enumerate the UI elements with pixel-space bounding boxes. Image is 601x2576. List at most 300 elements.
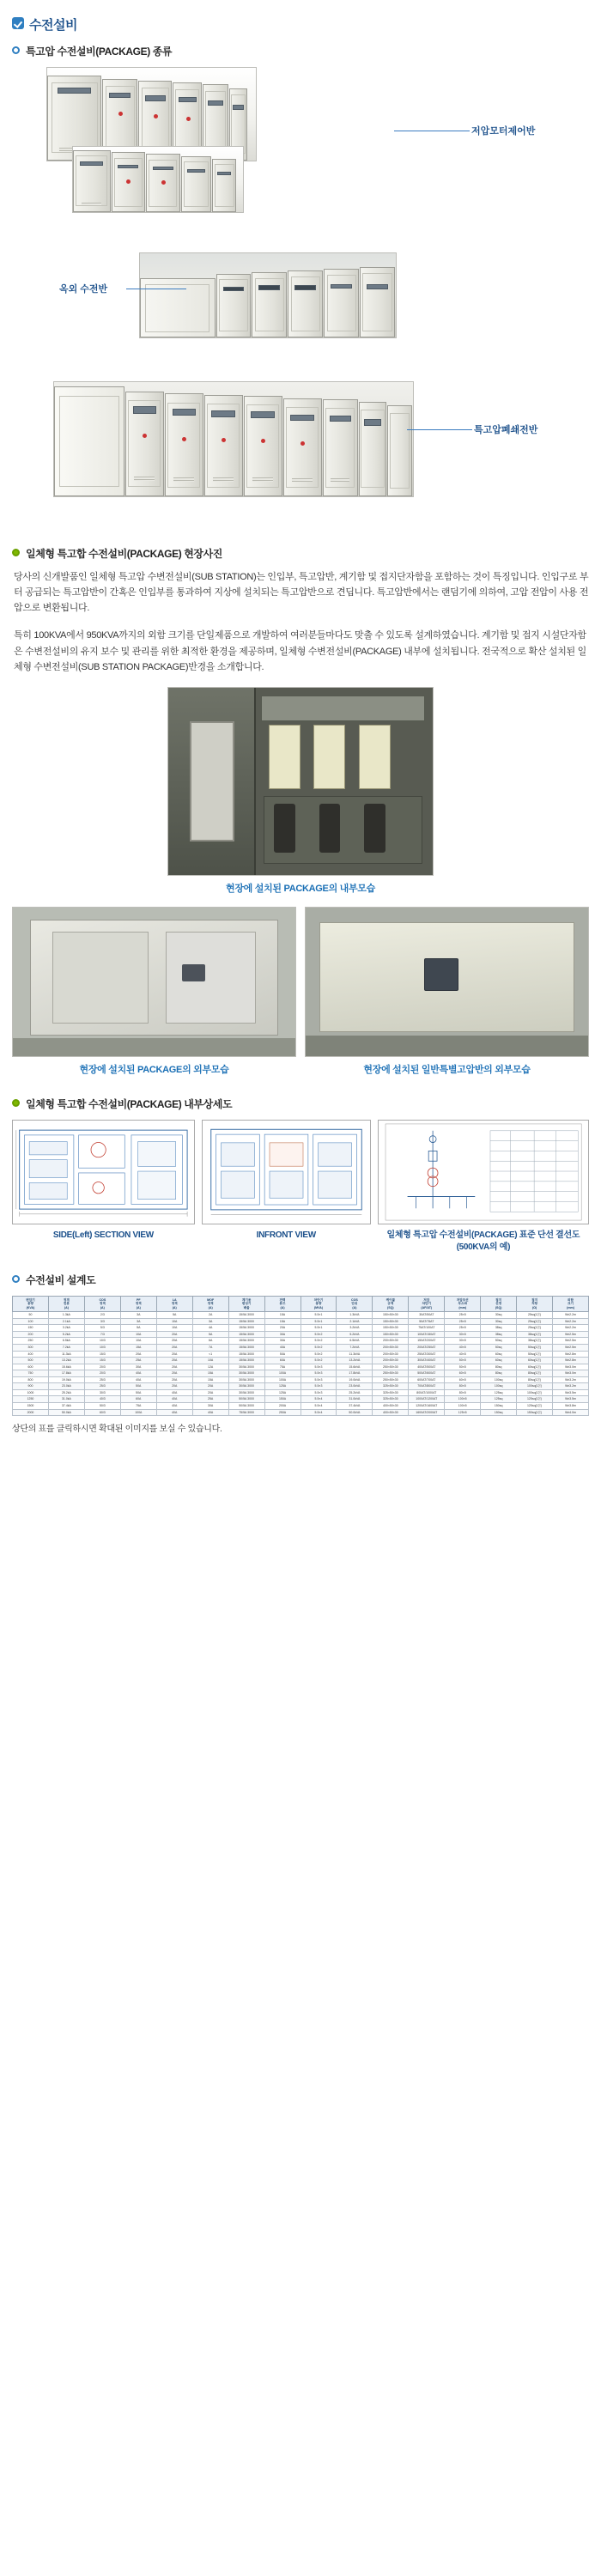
table-cell: 60sq(1본) xyxy=(517,1364,553,1370)
table-cell: Wx3.5m xyxy=(553,1396,589,1403)
table-cell: 1000 xyxy=(13,1389,49,1396)
table-cell: 40×5 xyxy=(445,1351,481,1358)
spec-table-header-row xyxy=(13,1296,589,1311)
table-cell: 50/3 xyxy=(84,1402,120,1409)
table-cell: 2/3 xyxy=(84,1312,120,1319)
table-cell: 13.2kVA xyxy=(337,1358,373,1364)
callout-low-voltage-motor-panel xyxy=(471,124,535,137)
table-cell: 125sq(1본) xyxy=(517,1402,553,1409)
table-cell: 60/3 xyxy=(84,1409,120,1416)
table-cell: 10A xyxy=(120,1331,156,1338)
table-cell: 5.5×3 xyxy=(300,1364,337,1370)
photo-hv-general-exterior xyxy=(305,907,589,1057)
table-cell: 40A xyxy=(156,1396,192,1403)
table-cell: Wx3.2m xyxy=(553,1383,589,1390)
page-title-text: 수전설비 xyxy=(29,18,77,33)
table-cell: 30/5A 3000 xyxy=(228,1389,264,1396)
table-cell: 6.5kVA xyxy=(337,1338,373,1345)
table-cell: 15A xyxy=(192,1370,228,1377)
table-cell: 30/3 xyxy=(84,1389,120,1396)
table-cell: 25.2kVA xyxy=(337,1389,373,1396)
table-cell: 10A xyxy=(120,1338,156,1345)
caption-single-line: 일체형 특고압 수전설비(PACKAGE) 표준 단선 결선도(500KVA의 예) xyxy=(386,1230,580,1252)
table-cell: 38sq xyxy=(481,1325,517,1332)
table-cell: 38sq(1본) xyxy=(517,1338,553,1345)
table-cell: 325×50×30 xyxy=(373,1389,409,1396)
table-cell: 3.2kVA xyxy=(337,1325,373,1332)
table-cell: 60sq(1본) xyxy=(517,1358,553,1364)
table-cell: 20A xyxy=(156,1383,192,1390)
table-cell: 15/5A 3000 xyxy=(228,1325,264,1332)
table-cell: 200×50×30 xyxy=(373,1345,409,1352)
table-cell: 100A xyxy=(264,1376,300,1383)
table-cell: 50sq xyxy=(481,1345,517,1352)
table-cell: 15/5A 3000 xyxy=(228,1345,264,1352)
table-row[interactable] xyxy=(13,1376,589,1383)
table-cell: 1200AT/1600AT xyxy=(409,1402,445,1409)
section1-heading-text: 특고압 수전설비(PACKAGE) 종류 xyxy=(26,46,173,58)
table-cell: 5.5×2 xyxy=(300,1345,337,1352)
caption-infront: INFRONT VIEW xyxy=(256,1230,316,1240)
table-cell: Wx3.5m xyxy=(553,1389,589,1396)
table-cell: 150AT/200AT xyxy=(409,1338,445,1345)
table-row[interactable] xyxy=(13,1345,589,1352)
table-cell: 125sq xyxy=(481,1396,517,1403)
table-cell: 15/3 xyxy=(84,1351,120,1358)
table-cell: 200×50×30 xyxy=(373,1351,409,1358)
table-cell: 20A xyxy=(192,1389,228,1396)
table-cell: 30A xyxy=(192,1402,228,1409)
spec-column-header-14: 접지 저항 (Ω) xyxy=(517,1296,553,1311)
table-cell: 25sq(1본) xyxy=(517,1325,553,1332)
table-cell: 800AT/1000AT xyxy=(409,1389,445,1396)
table-cell: 25A xyxy=(192,1396,228,1403)
table-cell: 25A xyxy=(120,1358,156,1364)
table-cell: 3.2kA xyxy=(48,1325,84,1332)
table-cell: 50.0kVA xyxy=(337,1409,373,1416)
table-cell: 900 xyxy=(13,1383,49,1390)
table-row[interactable] xyxy=(13,1318,589,1325)
table-cell: 500 xyxy=(13,1358,49,1364)
table-cell: 2000 xyxy=(13,1409,49,1416)
table-cell: 5.5×2 xyxy=(300,1331,337,1338)
table-cell: 60×5 xyxy=(445,1370,481,1377)
circle-icon xyxy=(12,1099,20,1107)
spec-column-header-6: 계기용 변성기 배율 xyxy=(228,1296,264,1311)
table-cell: 200×50×30 xyxy=(373,1358,409,1364)
table-cell: 20A xyxy=(156,1345,192,1352)
section2-heading-text: 일체형 특고합 수전설비(PACKAGE) 현장사진 xyxy=(26,548,222,560)
table-cell: 6.5kA xyxy=(48,1338,84,1345)
table-cell: 150×50×30 xyxy=(373,1325,409,1332)
table-cell: 60A xyxy=(120,1396,156,1403)
spec-column-header-1: 정격 전류 (A) xyxy=(48,1296,84,1311)
table-cell: 20A xyxy=(156,1358,192,1364)
table-cell: 40A xyxy=(192,1409,228,1416)
table-cell: 500AT/600AT xyxy=(409,1370,445,1377)
table-row[interactable] xyxy=(13,1383,589,1390)
table-cell: 80×5 xyxy=(445,1383,481,1390)
table-cell: 250AT/300AT xyxy=(409,1351,445,1358)
spec-column-header-7: 전력 퓨즈 (A) xyxy=(264,1296,300,1311)
table-cell: 1250 xyxy=(13,1396,49,1403)
table-cell: 50/5A 3000 xyxy=(228,1396,264,1403)
table-cell: 17.8kVA xyxy=(337,1370,373,1377)
table-cell: 5.5×2 xyxy=(300,1358,337,1364)
table-cell: 2A xyxy=(192,1312,228,1319)
section2-paragraph-1: 당사의 신개발품인 일체형 특고압 수변전설비(SUB STATION)는 인입부, 특고압반, 계기함 및 접지단자함을 포함하는 것이 특징입니다. 인입구로 부터 공급되는 특고압반이 간혹은 인입부를 통과하여 지상에 설치되는 특고압반으로 견딥니다. 특고압반에서는 랜덤기에 의하여, 고압 전압이 사용 전압으로 변환됩니다. xyxy=(14,572,589,614)
table-cell: 30×5 xyxy=(445,1331,481,1338)
table-cell: 250×50×30 xyxy=(373,1364,409,1370)
table-cell: 2.1kA xyxy=(48,1318,84,1325)
table-cell: 250×50×30 xyxy=(373,1376,409,1383)
spec-column-header-10: 케이블 규격 (SQ) xyxy=(373,1296,409,1311)
table-cell: 200 xyxy=(13,1331,49,1338)
table-cell: 15A xyxy=(120,1345,156,1352)
spec-column-header-9: COS 단위 (A) xyxy=(337,1296,373,1311)
section4-heading xyxy=(12,1273,589,1287)
table-cell: 60A xyxy=(264,1358,300,1364)
table-cell: 20A xyxy=(156,1376,192,1383)
table-cell: 200AT/250AT xyxy=(409,1345,445,1352)
table-cell: 1600AT/2000AT xyxy=(409,1409,445,1416)
table-cell: 10/3 xyxy=(84,1338,120,1345)
table-cell: 250×50×30 xyxy=(373,1370,409,1377)
table-cell: 75A xyxy=(264,1364,300,1370)
table-cell: 50AT/75AT xyxy=(409,1318,445,1325)
table-cell: 50×5 xyxy=(445,1364,481,1370)
table-cell: 400AT/500AT xyxy=(409,1364,445,1370)
table-cell: 100A xyxy=(264,1370,300,1377)
table-cell: 25sq(1본) xyxy=(517,1312,553,1319)
callout-line xyxy=(407,429,472,430)
spec-column-header-4: LA 정격 (A) xyxy=(156,1296,192,1311)
table-cell: 2.1kVA xyxy=(337,1318,373,1325)
table-row[interactable] xyxy=(13,1358,589,1364)
table-cell: 30A xyxy=(264,1331,300,1338)
diagram-row xyxy=(12,1120,589,1254)
table-cell: 100AT/150AT xyxy=(409,1331,445,1338)
table-cell: Wx2.5m xyxy=(553,1345,589,1352)
callout-outdoor-receiving-panel-label: 옥외 수전반 xyxy=(59,284,108,295)
table-cell: 250A xyxy=(264,1409,300,1416)
table-cell: 150×50×30 xyxy=(373,1312,409,1319)
page-title xyxy=(12,15,589,33)
table-cell: 300AT/400AT xyxy=(409,1358,445,1364)
table-row[interactable] xyxy=(13,1402,589,1409)
table-cell: 150sq(1본) xyxy=(517,1409,553,1416)
caption-side-section: SIDE(Left) SECTION VIEW xyxy=(52,1230,154,1240)
table-cell: 50sq xyxy=(481,1338,517,1345)
table-cell: 31.0kVA xyxy=(337,1396,373,1403)
table-cell: 50sq(1본) xyxy=(517,1345,553,1352)
table-cell: 5.5×1 xyxy=(300,1318,337,1325)
table-cell: 11.3kA xyxy=(48,1351,84,1358)
table-note: 상단의 표를 클릭하시면 확대된 이미지를 보실 수 있습니다. xyxy=(12,1425,222,1435)
table-cell: 50sq(1본) xyxy=(517,1351,553,1358)
photo-hv-enclosed-switchgear xyxy=(53,381,414,497)
table-cell: 5.5×4 xyxy=(300,1409,337,1416)
table-cell: 80×5 xyxy=(445,1389,481,1396)
table-cell: 30A xyxy=(120,1364,156,1370)
figure-outdoor-receiving-panel xyxy=(12,234,589,371)
table-cell: 20A xyxy=(156,1364,192,1370)
photo-package-interior xyxy=(167,687,434,876)
table-cell: 10A xyxy=(156,1325,192,1332)
table-cell: 5.5×2 xyxy=(300,1351,337,1358)
table-cell: 30A xyxy=(264,1338,300,1345)
table-cell: 400×50×30 xyxy=(373,1409,409,1416)
side-section-svg xyxy=(13,1121,194,1224)
table-cell: 15/5A 3000 xyxy=(228,1318,264,1325)
table-row[interactable] xyxy=(13,1409,589,1416)
table-cell: 30/5A 3000 xyxy=(228,1370,264,1377)
table-cell: Wx3.0m xyxy=(553,1364,589,1370)
table-cell: Wx2.8m xyxy=(553,1358,589,1364)
table-cell: 100sq(1본) xyxy=(517,1383,553,1390)
table-cell: 150×50×30 xyxy=(373,1331,409,1338)
table-cell: 20/3 xyxy=(84,1370,120,1377)
table-cell: 37.4kVA xyxy=(337,1402,373,1409)
table-cell: 19.0kVA xyxy=(337,1376,373,1383)
table-cell: 400 xyxy=(13,1351,49,1358)
table-cell: 5A xyxy=(192,1331,228,1338)
table-row[interactable] xyxy=(13,1389,589,1396)
table-cell: Wx2.5m xyxy=(553,1338,589,1345)
spec-column-header-13: 접지 선경 (SQ) xyxy=(481,1296,517,1311)
table-cell: 30×5 xyxy=(445,1338,481,1345)
table-cell: 15.6kA xyxy=(48,1364,84,1370)
table-cell: 30sq xyxy=(481,1312,517,1319)
spec-column-header-0: 변압기 용량 (KVA) xyxy=(13,1296,49,1311)
callout-low-voltage-motor-panel-label: 저압모터제어반 xyxy=(471,126,536,137)
table-cell: 25sq(1본) xyxy=(517,1318,553,1325)
table-cell: 5A xyxy=(156,1312,192,1319)
table-cell: 38sq(1본) xyxy=(517,1331,553,1338)
table-cell: 200×50×30 xyxy=(373,1338,409,1345)
table-row[interactable] xyxy=(13,1312,589,1319)
table-cell: Wx2.8m xyxy=(553,1351,589,1358)
table-row[interactable] xyxy=(13,1325,589,1332)
section3-heading xyxy=(12,1097,589,1111)
caption-hv-general-exterior: 현장에 설치된 일반특별고압반의 외부모습 xyxy=(363,1064,531,1075)
table-cell: 40A xyxy=(264,1345,300,1352)
table-cell: 5.2kA xyxy=(48,1331,84,1338)
table-cell: <1 xyxy=(192,1351,228,1358)
callout-hv-enclosed-switchgear xyxy=(474,422,537,436)
table-cell: 15/5A 3000 xyxy=(228,1312,264,1319)
table-cell: 15A xyxy=(264,1318,300,1325)
table-cell: 30sq xyxy=(481,1318,517,1325)
table-cell: 40A xyxy=(156,1402,192,1409)
table-cell: 80sq(1본) xyxy=(517,1370,553,1377)
table-cell: 5.5×3 xyxy=(300,1376,337,1383)
table-cell: 20A xyxy=(120,1351,156,1358)
figure-package-interior xyxy=(12,687,589,895)
photo-low-voltage-panel-angle xyxy=(72,146,244,213)
section3-heading-text: 일체형 특고합 수전설비(PACKAGE) 내부상세도 xyxy=(26,1097,233,1110)
table-cell: 40A xyxy=(120,1370,156,1377)
table-cell: 11.3kVA xyxy=(337,1351,373,1358)
table-cell: 40A xyxy=(120,1376,156,1383)
table-cell: 20A xyxy=(264,1325,300,1332)
table-cell: 100A xyxy=(120,1409,156,1416)
table-cell: 400×50×30 xyxy=(373,1402,409,1409)
table-cell: 800 xyxy=(13,1376,49,1383)
circle-icon xyxy=(12,549,20,556)
table-cell: 125A xyxy=(264,1383,300,1390)
table-cell: 25.2kA xyxy=(48,1389,84,1396)
table-cell: 40A xyxy=(156,1409,192,1416)
diagram-infront xyxy=(202,1120,371,1224)
spec-column-header-3: PF 정격 (A) xyxy=(120,1296,156,1311)
table-cell: 10A xyxy=(156,1318,192,1325)
table-cell: 75AT/100AT xyxy=(409,1325,445,1332)
table-cell: 1500 xyxy=(13,1402,49,1409)
table-cell: 7A xyxy=(192,1345,228,1352)
circle-icon xyxy=(12,46,20,54)
spec-table-body xyxy=(13,1312,589,1416)
spec-table[interactable] xyxy=(12,1296,589,1416)
table-cell: 80sq xyxy=(481,1364,517,1370)
spec-column-header-11: 저압 차단기 (AF/AT) xyxy=(409,1296,445,1311)
table-cell: 60sq xyxy=(481,1358,517,1364)
table-cell: 37.4kA xyxy=(48,1402,84,1409)
table-cell: 23.0kVA xyxy=(337,1383,373,1390)
table-cell: 5.5×3 xyxy=(300,1383,337,1390)
infront-svg xyxy=(203,1121,370,1224)
table-cell: 1.3kVA xyxy=(337,1312,373,1319)
table-cell: 6A xyxy=(192,1338,228,1345)
caption-package-interior: 현장에 설치된 PACKAGE의 내부모습 xyxy=(226,883,375,894)
table-cell: 5.5×4 xyxy=(300,1396,337,1403)
table-cell: 40×5 xyxy=(445,1345,481,1352)
table-cell: 40/3 xyxy=(84,1396,120,1403)
table-cell: Wx2.2m xyxy=(553,1312,589,1319)
table-cell: 150sq xyxy=(481,1409,517,1416)
table-cell: 25/3 xyxy=(84,1376,120,1383)
spec-column-header-8: 차단기 용량 (MVA) xyxy=(300,1296,337,1311)
table-cell: 100 xyxy=(13,1318,49,1325)
table-cell: 150A xyxy=(264,1396,300,1403)
single-line-svg xyxy=(379,1121,588,1224)
table-cell: 25×5 xyxy=(445,1312,481,1319)
table-cell: 3A xyxy=(120,1312,156,1319)
table-cell: 100sq(1본) xyxy=(517,1389,553,1396)
table-cell: 20A xyxy=(156,1351,192,1358)
table-cell: 20A xyxy=(156,1370,192,1377)
table-cell: 80sq xyxy=(481,1370,517,1377)
table-row[interactable] xyxy=(13,1351,589,1358)
table-cell: 23.0kA xyxy=(48,1383,84,1390)
table-cell: 15/5A 3000 xyxy=(228,1338,264,1345)
table-cell: 7.2kVA xyxy=(337,1345,373,1352)
table-cell: 20A xyxy=(156,1331,192,1338)
table-cell: 15/5A 3000 xyxy=(228,1358,264,1364)
table-cell: 15.6kVA xyxy=(337,1364,373,1370)
table-row[interactable] xyxy=(13,1370,589,1377)
diagram-single-line xyxy=(378,1120,589,1224)
caption-package-exterior: 현장에 설치된 PACKAGE의 외부모습 xyxy=(79,1064,229,1075)
table-cell: 60×5 xyxy=(445,1376,481,1383)
table-cell: 150 xyxy=(13,1325,49,1332)
table-cell: 20A xyxy=(156,1338,192,1345)
table-cell: 700AT/800AT xyxy=(409,1383,445,1390)
table-cell: 325×50×30 xyxy=(373,1396,409,1403)
photo-outdoor-receiving-panel xyxy=(139,252,397,338)
figure-hv-enclosed-switchgear xyxy=(12,374,589,529)
table-cell: 5/3 xyxy=(84,1325,120,1332)
table-cell: 600AT/700AT xyxy=(409,1376,445,1383)
table-cell: 30/5A 3000 xyxy=(228,1376,264,1383)
circle-icon xyxy=(12,1275,20,1283)
table-cell: 100×5 xyxy=(445,1402,481,1409)
table-cell: 38sq xyxy=(481,1331,517,1338)
table-cell: 25×5 xyxy=(445,1325,481,1332)
table-row[interactable] xyxy=(13,1396,589,1403)
table-row[interactable] xyxy=(13,1338,589,1345)
table-cell: 125sq(1본) xyxy=(517,1396,553,1403)
table-cell: 30/5A 3000 xyxy=(228,1364,264,1370)
table-cell: 50A xyxy=(264,1351,300,1358)
table-cell: 60sq xyxy=(481,1351,517,1358)
photo-package-exterior xyxy=(12,907,296,1057)
spec-column-header-15: 외함 크기 (mm) xyxy=(553,1296,589,1311)
callout-outdoor-receiving-panel xyxy=(59,282,107,295)
table-cell: 150sq xyxy=(481,1402,517,1409)
section4-heading-text: 수전설비 설계도 xyxy=(26,1273,96,1286)
spec-column-header-2: COS 정격 (A) xyxy=(84,1296,120,1311)
table-cell: 75A xyxy=(120,1402,156,1409)
table-cell: 15/5A 3000 xyxy=(228,1331,264,1338)
table-row[interactable] xyxy=(13,1331,589,1338)
table-cell: 20/3 xyxy=(84,1364,120,1370)
table-cell: 15A xyxy=(264,1312,300,1319)
table-cell: Wx2.2m xyxy=(553,1318,589,1325)
diagram-side-section xyxy=(12,1120,195,1224)
figure-low-voltage-panel xyxy=(12,67,589,230)
table-cell: Wx4.0m xyxy=(553,1409,589,1416)
table-cell: 5.5×4 xyxy=(300,1402,337,1409)
section1-heading xyxy=(12,44,589,58)
table-cell: 5A xyxy=(120,1325,156,1332)
table-cell: 100sq xyxy=(481,1383,517,1390)
table-row[interactable] xyxy=(13,1364,589,1370)
table-cell: 80sq(1본) xyxy=(517,1376,553,1383)
table-cell: 7/3 xyxy=(84,1331,120,1338)
table-cell: 125sq xyxy=(481,1389,517,1396)
table-cell: Wx2.2m xyxy=(553,1325,589,1332)
table-cell: 200A xyxy=(264,1402,300,1409)
section2-paragraph-2: 특히 100KVA에서 950KVA까지의 외함 크기를 단일제품으로 개발하여 여러분들마다도 맞출 수 있도록 설계하였습니다. 계기함 및 접지 시설단자함은 수변전설비의 유지 보수 및 관리를 위한 최적한 환경을 제공하며, 일체형 수변전설비(PACKAGE) 내부에 설치됩니다. 전국적으로 확산 설치된 일체형 수변전설비(SUB STATION PACKAGE)반경을 소개합니다. xyxy=(14,630,586,672)
figure-exterior-row xyxy=(12,907,589,1076)
table-cell: 600 xyxy=(13,1364,49,1370)
table-cell: 750 xyxy=(13,1370,49,1377)
table-cell: 5.2kVA xyxy=(337,1331,373,1338)
table-cell: 15/5A 3000 xyxy=(228,1351,264,1358)
section2-heading xyxy=(12,546,589,561)
table-cell: 15A xyxy=(192,1376,228,1383)
table-cell: 30AT/50AT xyxy=(409,1312,445,1319)
spec-column-header-5: MOF 정격 (A) xyxy=(192,1296,228,1311)
callout-hv-enclosed-switchgear-label: 특고압폐쇄전반 xyxy=(474,425,538,435)
table-cell: 15/3 xyxy=(84,1358,120,1364)
table-cell: 3/3 xyxy=(84,1318,120,1325)
table-cell: 25×5 xyxy=(445,1318,481,1325)
table-cell: 19.0kA xyxy=(48,1376,84,1383)
table-cell: 50/5A 3000 xyxy=(228,1402,264,1409)
table-cell: 1.3kA xyxy=(48,1312,84,1319)
